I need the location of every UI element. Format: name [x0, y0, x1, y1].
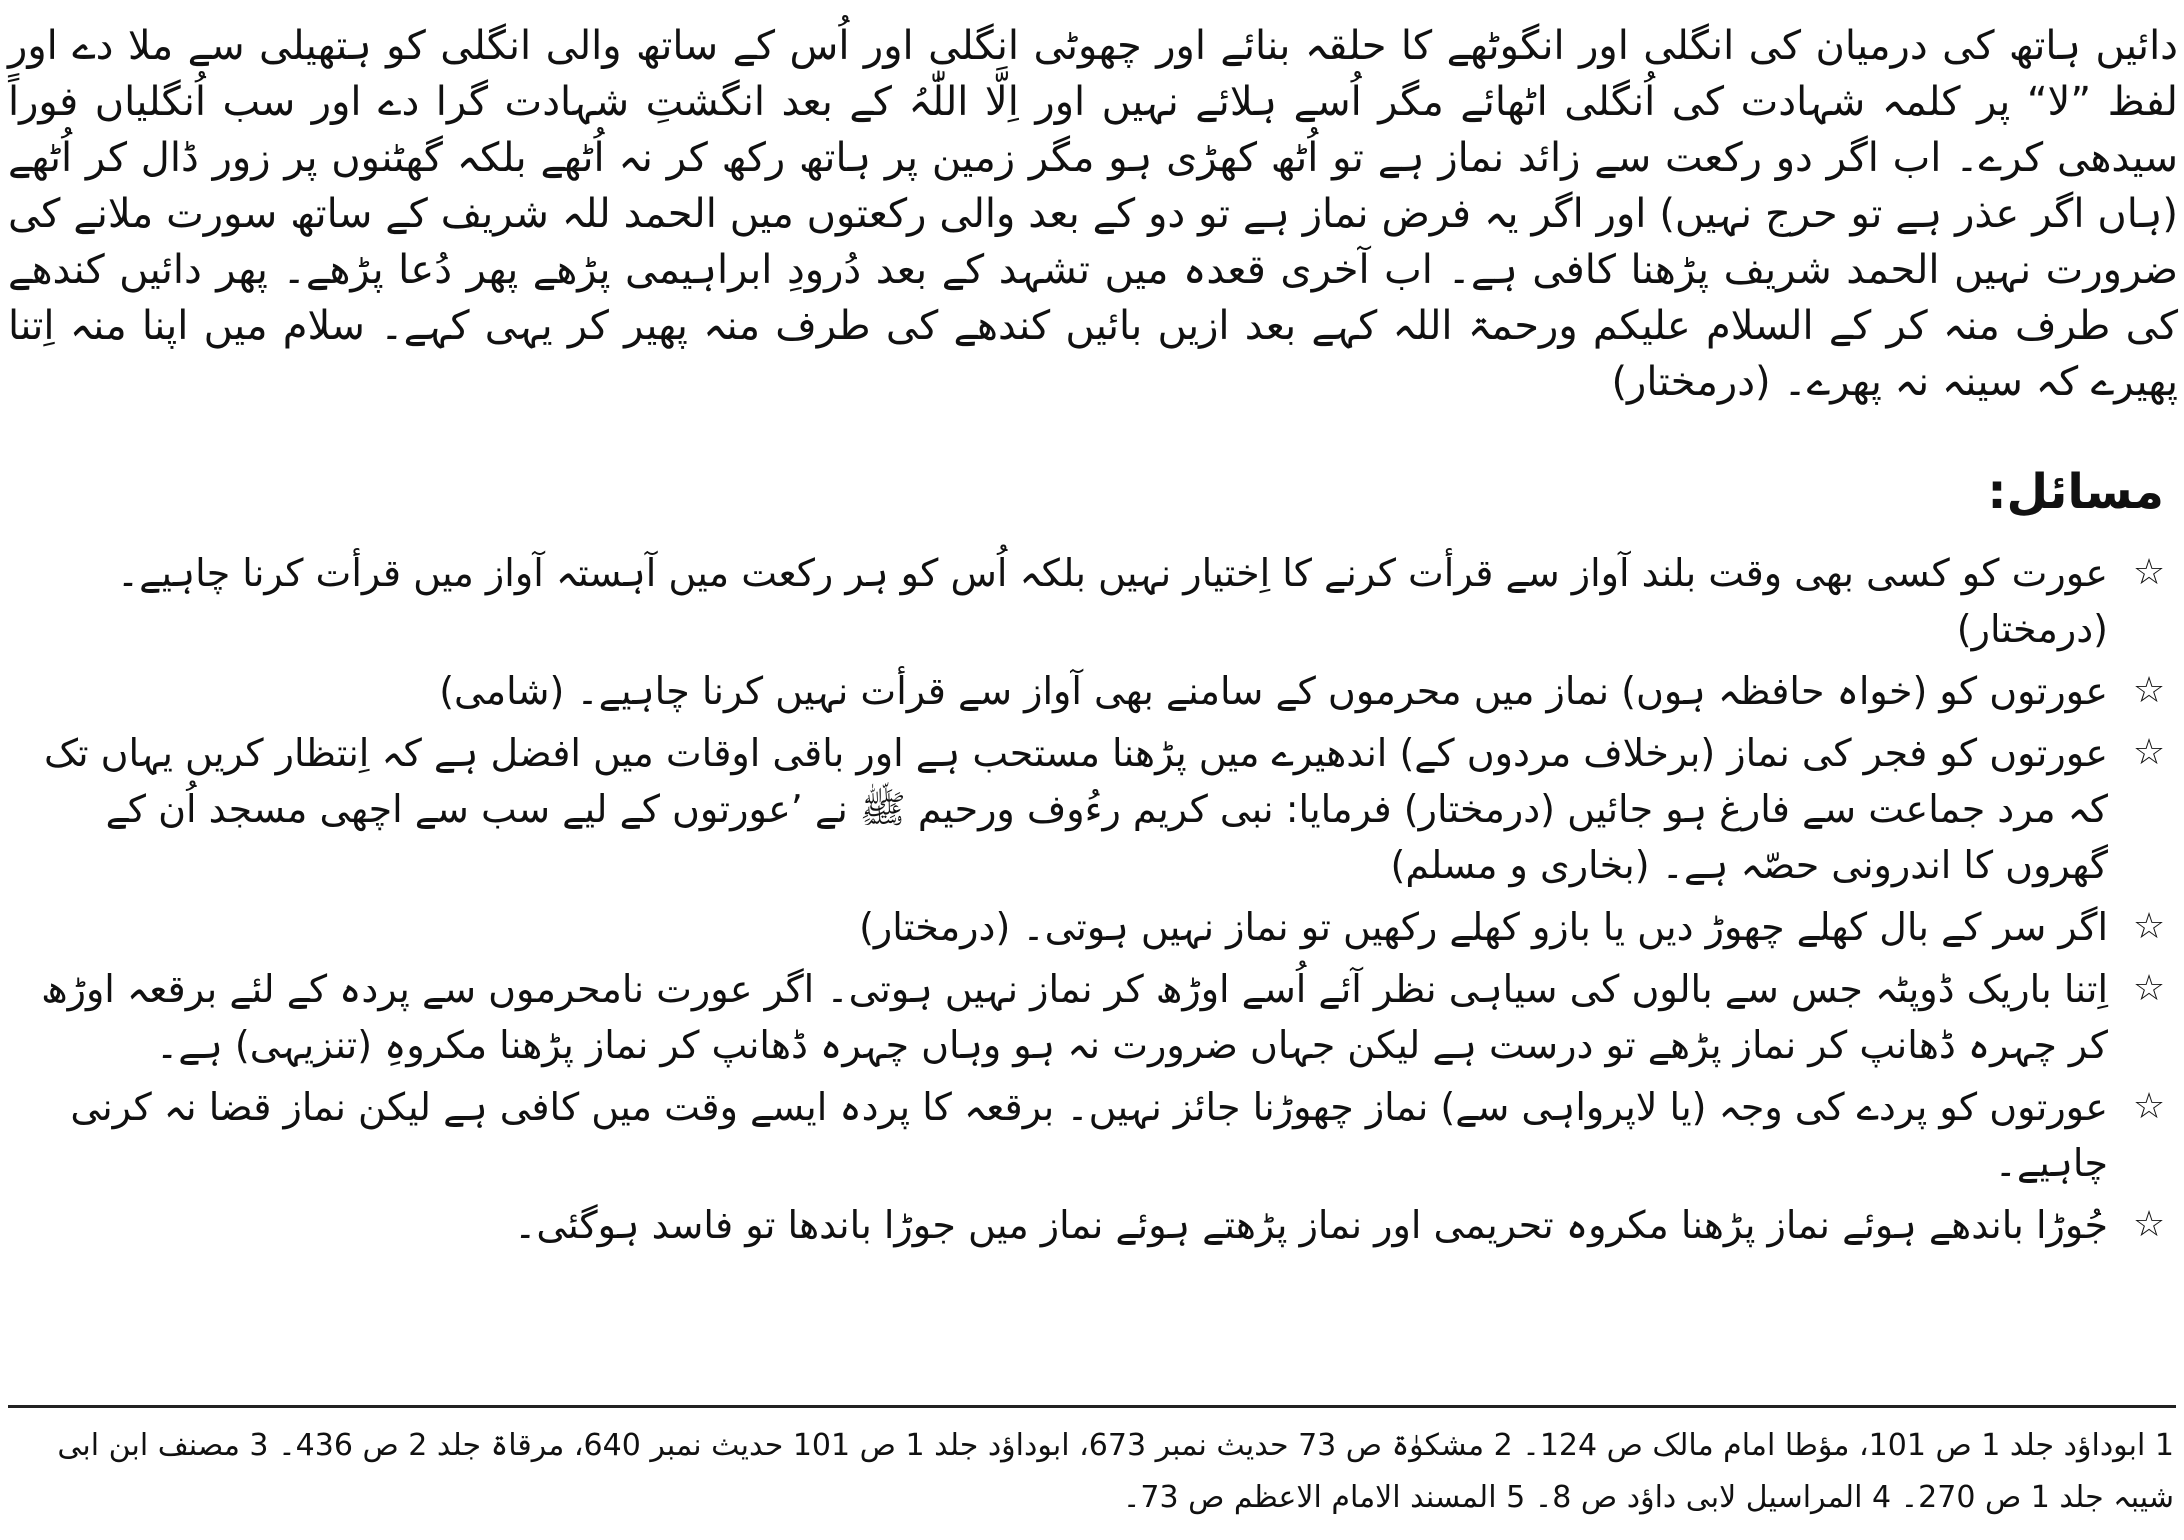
issue-text: جُوڑا باندھے ہوئے نماز پڑھنا مکروہ تحریمی اور نماز پڑھتے ہوئے نماز میں جوڑا باندھا تو فاسد ہوگئی۔	[514, 1203, 2108, 1247]
issue-text: اِتنا باریک ڈوپٹہ جس سے بالوں کی سیاہی نظر آئے اُسے اوڑھ کر نماز نہیں ہوتی۔ اگر عورت نامحرموں سے پردہ کے لئے برقعہ اوڑھ کر چہرہ ڈھانپ کر نماز پڑھے تو درست ہے لیکن جہاں ضرورت نہ ہو وہاں چہرہ ڈھانپ کر نماز پڑھنا مکروہِ (تنزیہی) ہے۔	[41, 967, 2108, 1067]
intro-paragraph: دائیں ہاتھ کی درمیان کی انگلی اور انگوٹھے کا حلقہ بنائے اور چھوٹی انگلی اور اُس کے ساتھ والی انگلی کو ہتھیلی سے ملا دے اور لفظ ”لا“ پر کلمہ شہادت کی اُنگلی اٹھائے مگر اُسے ہلائے نہیں اور اِلَّا اللّٰہُ کے بعد انگشتِ شہادت گرا دے اور سب اُنگلیاں فوراً سیدھی کرے۔ اب اگر دو رکعت سے زائد نماز ہے تو اُٹھ کھڑی ہو مگر زمین پر ہاتھ رکھ کر نہ اُٹھے بلکہ گھٹنوں پر زور ڈال کر اُٹھے (ہاں اگر عذر ہے تو حرج نہیں) اور اگر یہ فرض نماز ہے تو دو کے بعد والی رکعتوں میں الحمد للہ شریف کے ساتھ سورت ملانے کی ضرورت نہیں الحمد شریف پڑھنا کافی ہے۔ اب آخری قعدہ میں تشہد کے بعد دُرودِ ابراہیمی پڑھے پھر دُعا پڑھے۔ پھر دائیں کندھے کی طرف منہ کر کے السلام علیکم ورحمۃ اللہ کہے بعد ازیں بائیں کندھے کی طرف منہ پھیر کر یہی کہے۔ سلام میں اپنا منہ اِتنا پھیرے کہ سینہ نہ پھرے۔ (درمختار)	[8, 23, 2178, 405]
star-bullet-icon: ☆	[2132, 552, 2166, 593]
star-bullet-icon: ☆	[2132, 732, 2166, 773]
star-bullet-icon: ☆	[2132, 1086, 2166, 1127]
star-bullet-icon: ☆	[2132, 1204, 2166, 1245]
issue-text: عورتوں کو (خواہ حافظہ ہوں) نماز میں محرموں کے سامنے بھی آواز سے قرأت نہیں کرنا چاہیے۔ (شامی)	[439, 669, 2108, 713]
footnote-2: 2 مشکوٰۃ ص 73 حدیث نمبر 673، ابوداؤد جلد 1 ص 101 حدیث نمبر 640، مرقاۃ جلد 2 ص 436۔	[278, 1428, 1513, 1463]
list-item	[14, 899, 2174, 955]
masail-heading: مسائل:	[1987, 464, 2164, 520]
star-bullet-icon: ☆	[2132, 968, 2166, 1009]
star-bullet-icon: ☆	[2132, 670, 2166, 711]
list-item	[14, 1079, 2174, 1191]
list-item	[14, 725, 2174, 893]
star-bullet-icon: ☆	[2132, 906, 2166, 947]
footnotes	[14, 1420, 2174, 1524]
footnote-5: 5 المسند الامام الاعظم ص 73۔	[1122, 1480, 1526, 1515]
footnote-divider	[8, 1405, 2176, 1408]
footnote-4: 4 المراسیل لابی داؤد ص 8۔	[1534, 1480, 1892, 1515]
issue-text: عورت کو کسی بھی وقت بلند آواز سے قرأت کرنے کا اِختیار نہیں بلکہ اُس کو ہر رکعت میں آہستہ آواز میں قرأت کرنا چاہیے۔ (درمختار)	[116, 551, 2108, 651]
list-item	[14, 1197, 2174, 1253]
issue-text: عورتوں کو پردے کی وجہ (یا لاپرواہی سے) نماز چھوڑنا جائز نہیں۔ برقعہ کا پردہ ایسے وقت میں کافی ہے لیکن نماز قضا نہ کرنی چاہیے۔	[70, 1085, 2108, 1185]
list-item	[14, 663, 2174, 719]
footnote-1: 1 ابوداؤد جلد 1 ص 101، مؤطا امام مالک ص 124۔	[1522, 1428, 2174, 1463]
list-item	[14, 961, 2174, 1073]
issue-text: اگر سر کے بال کھلے چھوڑ دیں یا بازو کھلے رکھیں تو نماز نہیں ہوتی۔ (درمختار)	[859, 905, 2108, 949]
issues-list	[14, 545, 2174, 1259]
footnote-3: 3 مصنف ابن ابی شیبہ جلد 1 ص 270۔	[57, 1428, 2174, 1515]
list-item	[14, 545, 2174, 657]
issue-text: عورتوں کو فجر کی نماز (برخلاف مردوں کے) اندھیرے میں پڑھنا مستحب ہے اور باقی اوقات میں افضل ہے کہ اِنتظار کریں یہاں تک کہ مرد جماعت سے فارغ ہو جائیں (درمختار) فرمایا: نبی کریم رءُوف ورحیم ﷺ نے ’عورتوں کے لیے سب سے اچھی مسجد اُن کے گھروں کا اندرونی حصّہ ہے۔ (بخاری و مسلم)	[43, 731, 2108, 887]
